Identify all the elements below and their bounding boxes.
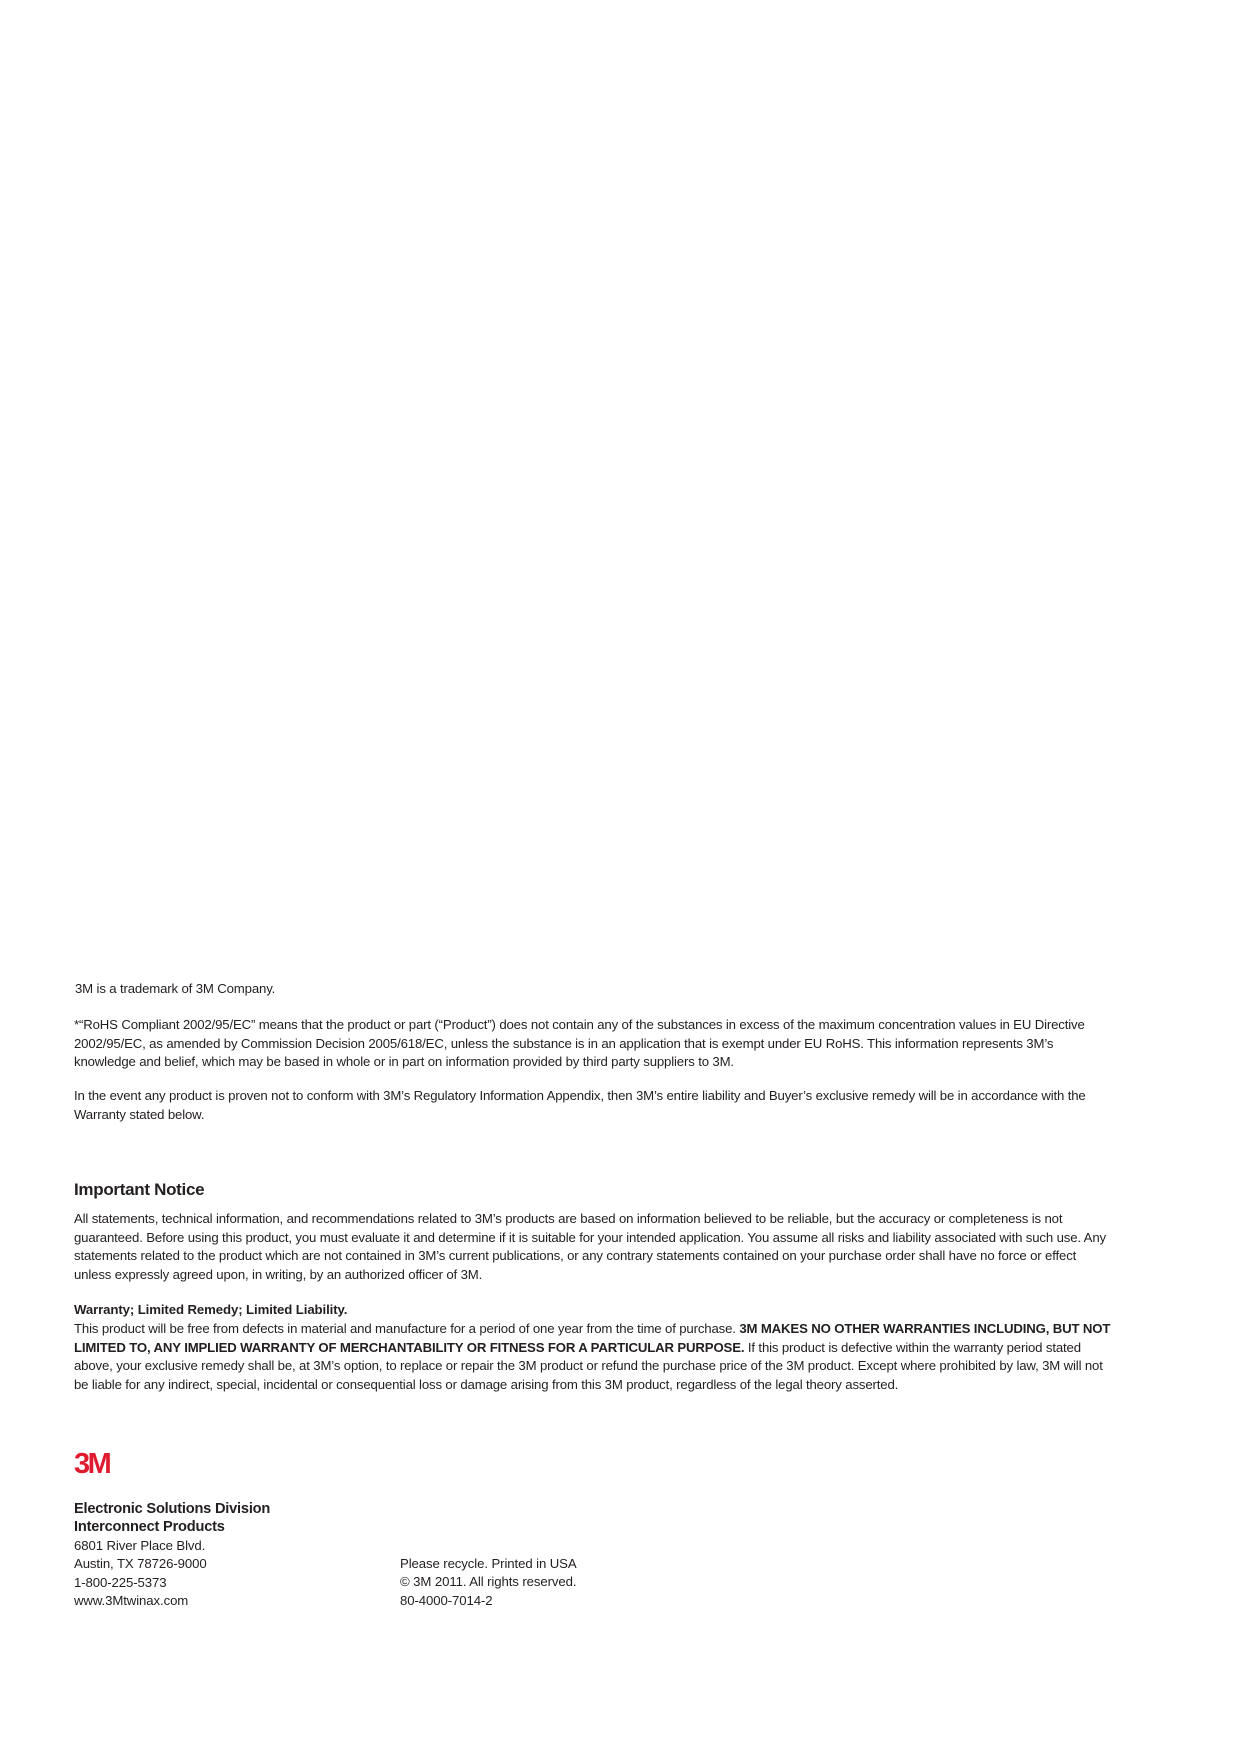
address-phone: 1-800-225-5373 — [74, 1574, 167, 1590]
address-street: 6801 River Place Blvd. — [74, 1538, 206, 1553]
warranty-body — [74, 1320, 1114, 1394]
warranty-text — [74, 1320, 1114, 1394]
division-title: Electronic Solutions Division — [74, 1501, 271, 1517]
recycle-note: Please recycle. Printed in USA — [400, 1556, 577, 1571]
division-name — [74, 1500, 270, 1536]
conformity-statement — [74, 1087, 1114, 1124]
warranty-remedy: If this product is defective within the warranty period stated above, your exclusive remedy shall be, at 3M’s option, to replace or repair the 3M product or refund the purchase price of the 3M product. Except where prohibited by law, 3M will not be liable for any indirect, special, incidental or consequential loss or damage arising from this 3M product, regardless of the legal theory asserted. — [74, 1339, 1103, 1392]
address-website: www.3Mtwinax.com — [74, 1593, 189, 1609]
important-notice-text: All statements, technical information, and recommendations related to 3M’s products are based on information believed to be reliable, but the accuracy or completeness is not guaranteed. Before using this product, you must evaluate it and determine if it is suitable for your intended application. You assume all risks and liability associated with such use. Any statements related to the product which are not contained in 3M’s current publications, or any contrary statements contained on your purchase order shall have no force or effect unless expressly agreed upon, in writing, by an authorized officer of 3M. — [74, 1211, 1106, 1282]
conformity-text: In the event any product is proven not to conform with 3M’s Regulatory Information Appendix, then 3M’s entire liability and Buyer’s exclusive remedy will be in accordance with the Warranty stated below. — [74, 1088, 1086, 1122]
warranty-heading: Warranty; Limited Remedy; Limited Liability. — [74, 1302, 348, 1317]
rohs-statement — [74, 1016, 1114, 1072]
important-notice-body — [74, 1210, 1114, 1284]
trademark-text: 3M is a trademark of 3M Company. — [75, 981, 276, 996]
warranty-intro: This product will be free from defects in material and manufacture for a period of one year from the time of purchase. — [74, 1321, 740, 1336]
3m-logo-text: 3M — [74, 1448, 110, 1478]
trademark-statement — [75, 980, 1115, 999]
print-info — [400, 1555, 577, 1610]
document-code: 80-4000-7014-2 — [400, 1592, 493, 1608]
division-subtitle: Interconnect Products — [74, 1519, 225, 1535]
contact-address — [74, 1537, 207, 1611]
copyright-note: © 3M 2011. All rights reserved. — [400, 1574, 577, 1590]
warranty-disclaimer: 3M MAKES NO OTHER WARRANTIES INCLUDING, BUT NOT LIMITED TO, ANY IMPLIED WARRANTY OF MERCHANTABILITY OR FITNESS FOR A PARTICULAR PURPOSE. — [74, 1321, 1111, 1355]
important-notice-heading: Important Notice — [74, 1180, 205, 1199]
3m-logo — [74, 1448, 130, 1478]
address-city: Austin, TX 78726-9000 — [74, 1556, 207, 1572]
rohs-text: *“RoHS Compliant 2002/95/EC” means that the product or part (“Product”) does not contain any of the substances in excess of the maximum concentration values in EU Directive 2002/95/EC, as amended by Commission Decision 2005/618/EC, unless the substance is in an application that is exempt under EU RoHS. This information represents 3M’s knowledge and belief, which may be based in whole or in part on information provided by third party suppliers to 3M. — [74, 1017, 1085, 1070]
